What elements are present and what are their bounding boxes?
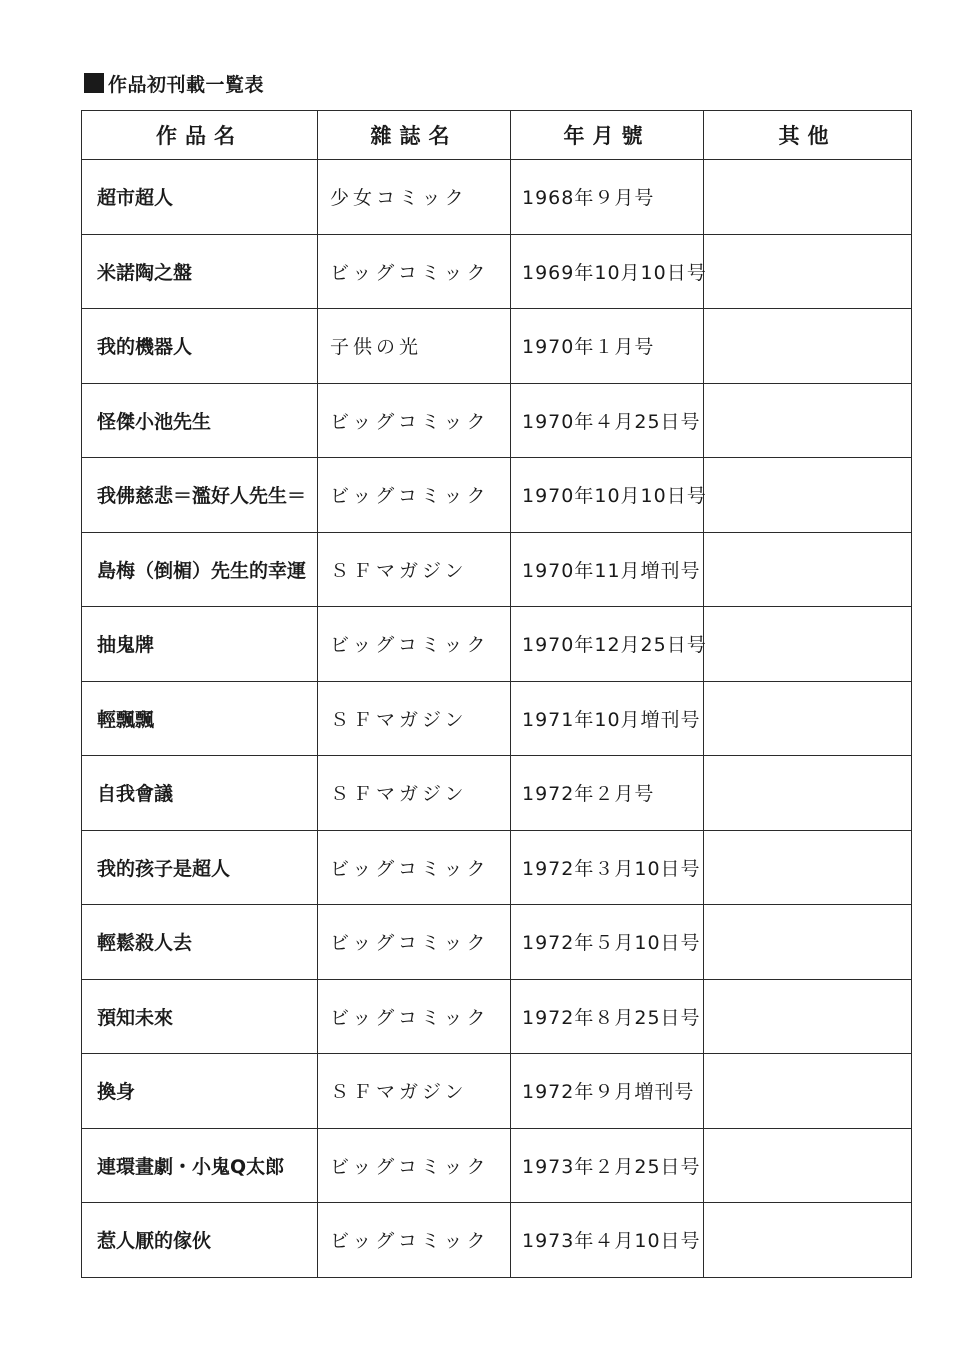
work-title-cell: 連環畫劇・小鬼Q太郎	[82, 1128, 318, 1203]
issue-cell: 1973年４月10日号	[511, 1203, 704, 1278]
work-title-cell: 我佛慈悲＝濫好人先生＝	[82, 458, 318, 533]
work-title-cell: 預知未來	[82, 979, 318, 1054]
other-cell	[704, 1054, 912, 1129]
table-row	[82, 905, 912, 980]
column-header-magazine: 雜誌名	[318, 111, 511, 160]
magazine-cell: ビッグコミック	[318, 905, 511, 980]
table-row	[82, 458, 912, 533]
work-title-cell: 米諾陶之盤	[82, 234, 318, 309]
magazine-cell: ビッグコミック	[318, 1203, 511, 1278]
other-cell	[704, 309, 912, 384]
issue-cell: 1972年８月25日号	[511, 979, 704, 1054]
issue-cell: 1968年９月号	[511, 160, 704, 235]
work-title-cell: 我的機器人	[82, 309, 318, 384]
other-cell	[704, 607, 912, 682]
work-title-cell: 超市超人	[82, 160, 318, 235]
other-cell	[704, 234, 912, 309]
magazine-cell: ビッグコミック	[318, 234, 511, 309]
other-cell	[704, 160, 912, 235]
magazine-cell: ビッグコミック	[318, 383, 511, 458]
work-title-cell: 怪傑小池先生	[82, 383, 318, 458]
works-table-container	[81, 110, 911, 1278]
table-row	[82, 979, 912, 1054]
table-header-row	[82, 111, 912, 160]
column-header-other: 其他	[704, 111, 912, 160]
table-row	[82, 383, 912, 458]
issue-cell: 1970年10月10日号	[511, 458, 704, 533]
other-cell	[704, 532, 912, 607]
issue-cell: 1970年１月号	[511, 309, 704, 384]
magazine-cell: ＳＦマガジン	[318, 532, 511, 607]
table-row	[82, 1203, 912, 1278]
table-row	[82, 1054, 912, 1129]
other-cell	[704, 756, 912, 831]
table-row	[82, 532, 912, 607]
issue-cell: 1970年11月増刊号	[511, 532, 704, 607]
work-title-cell: 輕鬆殺人去	[82, 905, 318, 980]
magazine-cell: 子供の光	[318, 309, 511, 384]
works-table	[81, 110, 912, 1278]
table-row	[82, 234, 912, 309]
magazine-cell: ＳＦマガジン	[318, 1054, 511, 1129]
other-cell	[704, 979, 912, 1054]
other-cell	[704, 1128, 912, 1203]
issue-cell: 1970年12月25日号	[511, 607, 704, 682]
magazine-cell: ビッグコミック	[318, 830, 511, 905]
table-row	[82, 681, 912, 756]
table-row	[82, 756, 912, 831]
page-heading	[84, 70, 264, 96]
other-cell	[704, 830, 912, 905]
column-header-issue: 年月號	[511, 111, 704, 160]
issue-cell: 1970年４月25日号	[511, 383, 704, 458]
other-cell	[704, 905, 912, 980]
work-title-cell: 惹人厭的傢伙	[82, 1203, 318, 1278]
table-row	[82, 607, 912, 682]
issue-cell: 1972年９月増刊号	[511, 1054, 704, 1129]
magazine-cell: ビッグコミック	[318, 607, 511, 682]
table-row	[82, 830, 912, 905]
magazine-cell: ＳＦマガジン	[318, 681, 511, 756]
magazine-cell: ビッグコミック	[318, 1128, 511, 1203]
issue-cell: 1972年５月10日号	[511, 905, 704, 980]
magazine-cell: ＳＦマガジン	[318, 756, 511, 831]
black-square-icon	[84, 73, 104, 93]
work-title-cell: 我的孩子是超人	[82, 830, 318, 905]
other-cell	[704, 1203, 912, 1278]
work-title-cell: 島梅（倒楣）先生的幸運	[82, 532, 318, 607]
table-row	[82, 309, 912, 384]
issue-cell: 1972年３月10日号	[511, 830, 704, 905]
issue-cell: 1973年２月25日号	[511, 1128, 704, 1203]
work-title-cell: 抽鬼牌	[82, 607, 318, 682]
work-title-cell: 自我會議	[82, 756, 318, 831]
work-title-cell: 換身	[82, 1054, 318, 1129]
page-title: 作品初刊載一覧表	[108, 73, 265, 96]
other-cell	[704, 681, 912, 756]
issue-cell: 1971年10月増刊号	[511, 681, 704, 756]
table-row	[82, 1128, 912, 1203]
table-body	[82, 160, 912, 1278]
column-header-title: 作品名	[82, 111, 318, 160]
work-title-cell: 輕飄飄	[82, 681, 318, 756]
issue-cell: 1969年10月10日号	[511, 234, 704, 309]
magazine-cell: ビッグコミック	[318, 458, 511, 533]
issue-cell: 1972年２月号	[511, 756, 704, 831]
magazine-cell: 少女コミック	[318, 160, 511, 235]
other-cell	[704, 458, 912, 533]
other-cell	[704, 383, 912, 458]
table-row	[82, 160, 912, 235]
magazine-cell: ビッグコミック	[318, 979, 511, 1054]
